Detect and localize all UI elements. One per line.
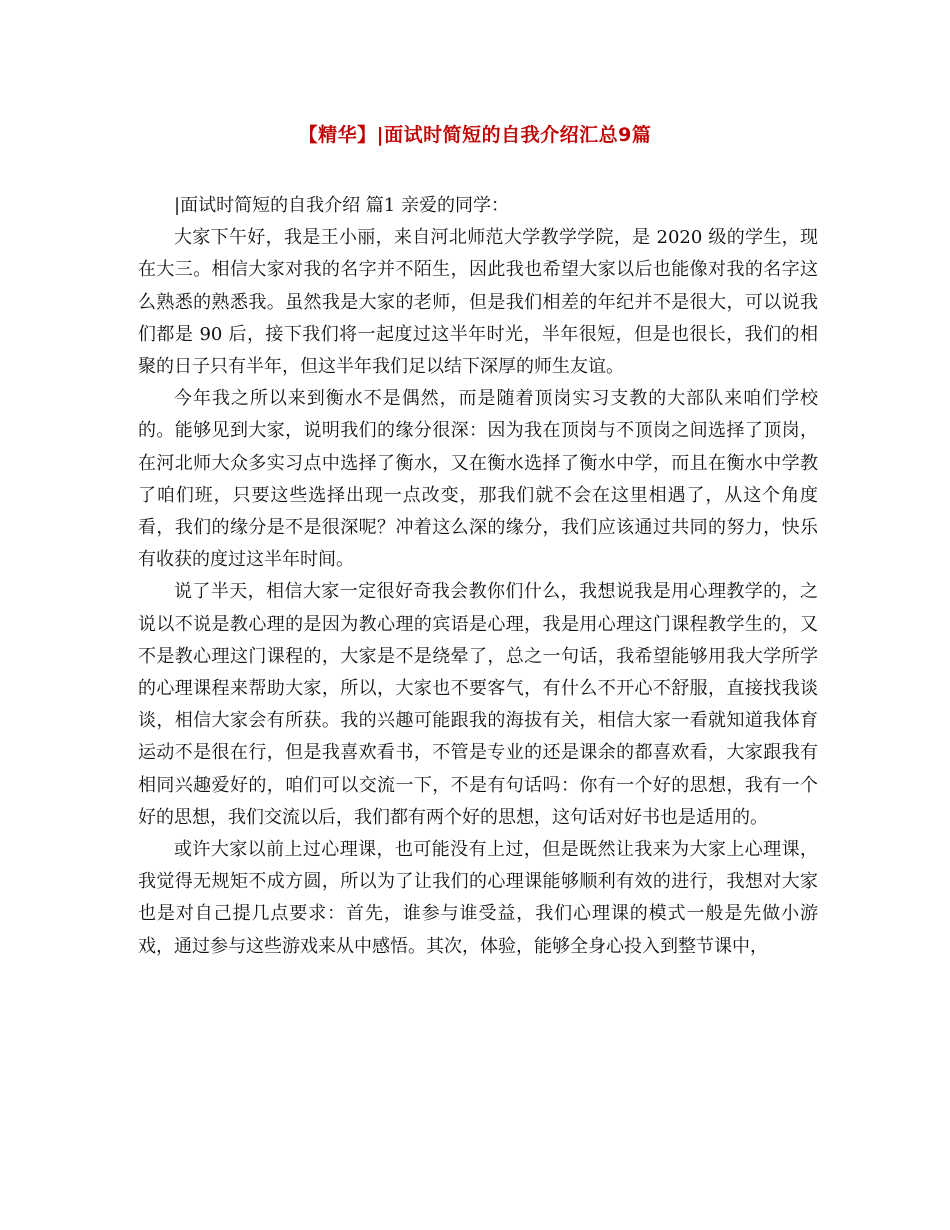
document-body: [138, 190, 818, 963]
paragraph: 今年我之所以来到衡水不是偶然，而是随着顶岗实习支教的大部队来咱们学校的。能够见到大家，说明我们的缘分很深：因为我在顶岗与不顶岗之间选择了顶岗，在河北师大众多实习点中选择了衡水，又在衡水选择了衡水中学，而且在衡水中学教了咱们班，只要这些选择出现一点改变，那我们就不会在这里相遇了，从这个角度看，我们的缘分是不是很深呢？冲着这么深的缘分，我们应该通过共同的努力，快乐有收获的度过这半年时间。: [138, 388, 818, 571]
paragraph-heading: |面试时简短的自我介绍 篇1 亲爱的同学：: [174, 195, 509, 216]
paragraph: 大家下午好，我是王小丽，来自河北师范大学教学学院，是 2020 级的学生，现在大三。相信大家对我的名字并不陌生，因此我也希望大家以后也能像对我的名字这么熟悉的熟悉我。虽然我是大家的老师，但是我们相差的年纪并不是很大，可以说我们都是 90 后，接下我们将一起度过这半年时光，半年很短，但是也很长，我们的相聚的日子只有半年，但这半年我们足以结下深厚的师生友谊。: [138, 227, 818, 378]
paragraph: 说了半天，相信大家一定很好奇我会教你们什么，我想说我是用心理教学的，之说以不说是教心理的是因为教心理的宾语是心理，我是用心理这门课程教学生的，又不是教心理这门课程的，大家是不是绕晕了，总之一句话，我希望能够用我大学所学的心理课程来帮助大家，所以，大家也不要客气，有什么不开心不舒服，直接找我谈谈，相信大家会有所获。我的兴趣可能跟我的海拔有关，相信大家一看就知道我体育运动不是很在行，但是我喜欢看书，不管是专业的还是课余的都喜欢看，大家跟我有相同兴趣爱好的，咱们可以交流一下，不是有句话吗：你有一个好的思想，我有一个好的思想，我们交流以后，我们都有两个好的思想，这句话对好书也是适用的。: [138, 581, 818, 828]
paragraph: 或许大家以前上过心理课，也可能没有上过，但是既然让我来为大家上心理课，我觉得无规矩不成方圆，所以为了让我们的心理课能够顺利有效的进行，我想对大家也是对自己提几点要求：首先，谁参与谁受益，我们心理课的模式一般是先做小游戏，通过参与这些游戏来从中感悟。其次，体验，能够全身心投入到整节课中，: [138, 839, 818, 957]
document-title: 【精华】|面试时简短的自我介绍汇总9篇: [298, 124, 652, 146]
